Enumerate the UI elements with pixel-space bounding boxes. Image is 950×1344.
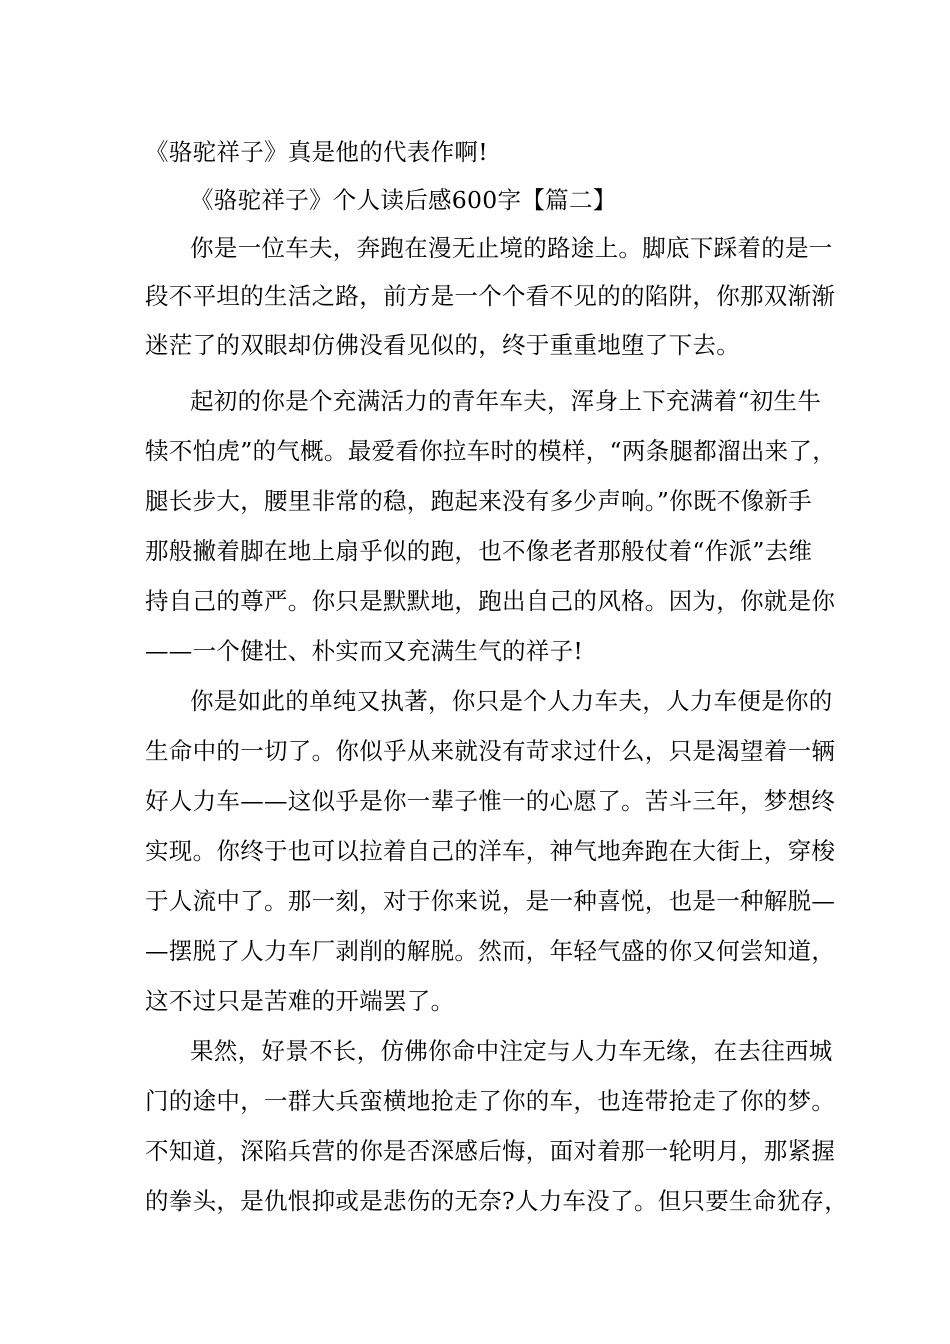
paragraph-line: 起初的你是个充满活力的青年车夫，浑身上下充满着“初生牛 — [190, 387, 822, 415]
paragraph-line: 的拳头，是仇恨抑或是悲伤的无奈?人力车没了。但只要生命犹存， — [145, 1187, 849, 1215]
paragraph-line: 实现。你终于也可以拉着自己的洋车，神气地奔跑在大街上，穿梭 — [145, 837, 836, 865]
paragraph-line: 好人力车——这似乎是你一辈子惟一的心愿了。苦斗三年，梦想终 — [145, 787, 836, 815]
paragraph-line: —摆脱了人力车厂剥削的解脱。然而，年轻气盛的你又何尝知道， — [145, 937, 836, 965]
paragraph-line: 果然，好景不长，仿佛你命中注定与人力车无缘，在去往西城 — [190, 1037, 833, 1065]
paragraph-line: 段不平坦的生活之路，前方是一个个看不见的的陷阱，你那双渐渐 — [145, 282, 836, 310]
text-line: 《骆驼祥子》真是他的代表作啊! — [145, 138, 488, 166]
paragraph-line: ——一个健壮、朴实而又充满生气的祥子! — [145, 637, 584, 665]
paragraph-line: 不知道，深陷兵营的你是否深感后悔，面对着那一轮明月，那紧握 — [145, 1137, 836, 1165]
paragraph-line: 腿长步大，腰里非常的稳，跑起来没有多少声响。”你既不像新手 — [145, 487, 812, 515]
paragraph-line: 门的途中，一群大兵蛮横地抢走了你的车，也连带抢走了你的梦。 — [145, 1087, 836, 1115]
paragraph-line: 持自己的尊严。你只是默默地，跑出自己的风格。因为，你就是你 — [145, 587, 836, 615]
paragraph-line: 那般撇着脚在地上扇乎似的跑，也不像老者那般仗着“作派”去维 — [145, 537, 813, 565]
paragraph-line: 迷茫了的双眼却仿佛没看见似的，终于重重地堕了下去。 — [145, 331, 740, 359]
paragraph-line: 这不过只是苦难的开端罢了。 — [145, 987, 455, 1015]
paragraph-line: 于人流中了。那一刻，对于你来说，是一种喜悦，也是一种解脱— — [145, 887, 836, 915]
paragraph-line: 犊不怕虎”的气概。最爱看你拉车时的模样，“两条腿都溜出来了， — [145, 437, 837, 465]
paragraph-line: 生命中的一切了。你似乎从来就没有苛求过什么，只是渴望着一辆 — [145, 737, 836, 765]
paragraph-line: 你是如此的单纯又执著，你只是个人力车夫，人力车便是你的 — [190, 687, 833, 715]
section-title: 《骆驼祥子》个人读后感600字【篇二】 — [190, 186, 617, 214]
paragraph-line: 你是一位车夫，奔跑在漫无止境的路途上。脚底下踩着的是一 — [190, 234, 833, 262]
